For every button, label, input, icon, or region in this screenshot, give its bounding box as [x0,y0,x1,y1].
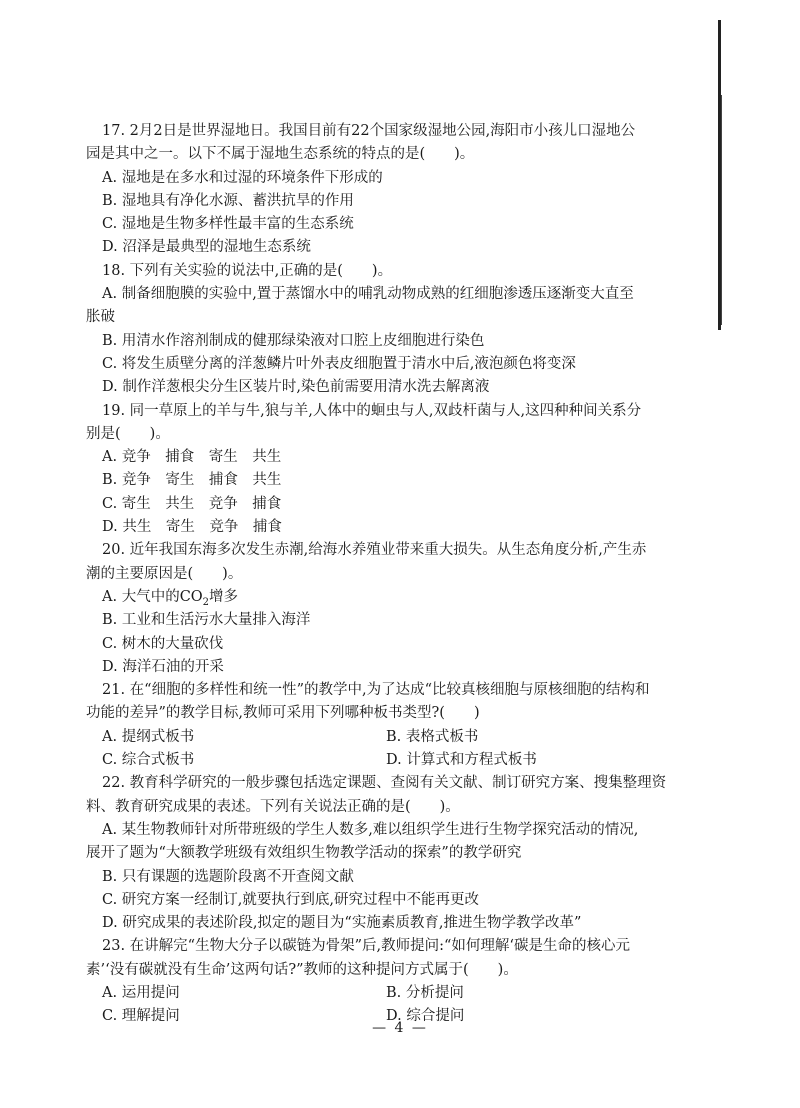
question-23 [86,935,716,1028]
option-d: D. 计算式和方程式板书 [386,752,537,769]
option-a: A. 运用提问 [102,984,180,1001]
question-stem-continued: 潮的主要原因是( )。 [86,565,243,582]
question-18 [86,260,716,400]
option-a-continued: 胀破 [86,309,115,326]
options-row-2 [86,749,716,772]
question-stem: 19. 同一草原上的羊与牛,狼与羊,人体中的蛔虫与人,双歧杆菌与人,这四种种间关系分 [102,402,642,419]
option-c: C. 理解提问 [102,1008,180,1025]
option-b: B. 竞争 寄生 捕食 共生 [102,472,282,489]
question-stem-continued: 料、教育研究成果的表述。下列有关说法正确的是( )。 [86,798,460,815]
option-b: B. 分析提问 [386,984,464,1001]
option-a-text: A. 大气中的CO [102,588,203,605]
option-c: C. 综合式板书 [102,752,195,769]
question-stem: 22. 教育科学研究的一般步骤包括选定课题、查阅有关文献、制订研究方案、搜集整理资 [102,775,667,792]
option-a: A. 竞争 捕食 寄生 共生 [102,449,282,466]
option-a: A. 制备细胞膜的实验中,置于蒸馏水中的哺乳动物成熟的红细胞渗透压逐渐变大直至 [102,286,634,303]
option-d: D. 研究成果的表述阶段,拟定的题目为“实施素质教育,推进生物学教学改革” [102,915,582,932]
option-c: C. 湿地是生物多样性最丰富的生态系统 [102,216,354,233]
option-a-continued: 展开了题为“大额教学班级有效组织生物教学活动的探索”的教学研究 [86,845,522,862]
question-19 [86,400,716,540]
option-d: D. 海洋石油的开采 [102,658,224,675]
subscript: 2 [202,596,210,608]
option-b: B. 工业和生活污水大量排入海洋 [102,612,311,629]
option-b: B. 表格式板书 [386,728,479,745]
questions-section [86,120,716,1029]
option-d: D. 沼泽是最典型的湿地生态系统 [102,239,311,256]
option-c: C. 将发生质壁分离的洋葱鳞片叶外表皮细胞置于清水中后,液泡颜色将变深 [102,355,576,372]
question-20 [86,539,716,679]
option-a: A. 提纲式板书 [102,728,195,745]
question-stem: 18. 下列有关实验的说法中,正确的是( )。 [102,262,393,279]
option-d: D. 综合提问 [386,1008,465,1025]
question-stem-continued: 素’‘没有碳就没有生命’这两句话?”教师的这种提问方式属于( )。 [86,961,518,978]
question-stem-continued: 别是( )。 [86,425,170,442]
question-17 [86,120,716,260]
options-row-1 [86,726,716,749]
option-b: B. 湿地具有净化水源、蓄洪抗旱的作用 [102,192,354,209]
option-d: D. 共生 寄生 竞争 捕食 [102,519,282,536]
question-22 [86,772,716,935]
question-stem-continued: 功能的差异”的教学目标,教师可采用下列哪种板书类型?( ) [86,705,480,722]
option-a-text-end: 增多 [209,588,239,605]
option-a: A. 湿地是在多水和过湿的环境条件下形成的 [102,169,383,186]
option-c: C. 寄生 共生 竞争 捕食 [102,495,282,512]
binding-margin-line-inner [721,95,722,325]
option-b: B. 用清水作溶剂制成的健那绿染液对口腔上皮细胞进行染色 [102,332,485,349]
option-b: B. 只有课题的选题阶段离不开查阅文献 [102,868,354,885]
question-stem: 23. 在讲解完“生物大分子以碳链为骨架”后,教师提问:“如何理解‘碳是生命的核心元 [102,938,631,955]
option-d: D. 制作洋葱根尖分生区装片时,染色前需要用清水洗去解离液 [102,379,490,396]
option-c: C. 树木的大量砍伐 [102,635,224,652]
question-stem: 21. 在“细胞的多样性和统一性”的教学中,为了达成“比较真核细胞与原核细胞的结构和 [102,682,650,699]
option-c: C. 研究方案一经制订,就要执行到底,研究过程中不能再更改 [102,891,480,908]
option-a [86,586,716,609]
question-stem: 17. 2月2日是世界湿地日。我国目前有22个国家级湿地公园,海阳市小孩儿口湿地公 [102,123,636,139]
question-21 [86,679,716,772]
options-row-1 [86,982,716,1005]
question-stem-continued: 园是其中之一。以下不属于湿地生态系统的特点的是( )。 [86,146,475,163]
option-a: A. 某生物教师针对所带班级的学生人数多,难以组织学生进行生物学探究活动的情况, [102,821,639,838]
question-stem: 20. 近年我国东海多次发生赤潮,给海水养殖业带来重大损失。从生态角度分析,产生赤 [102,542,647,559]
page-number: — 4 — [372,1020,428,1036]
